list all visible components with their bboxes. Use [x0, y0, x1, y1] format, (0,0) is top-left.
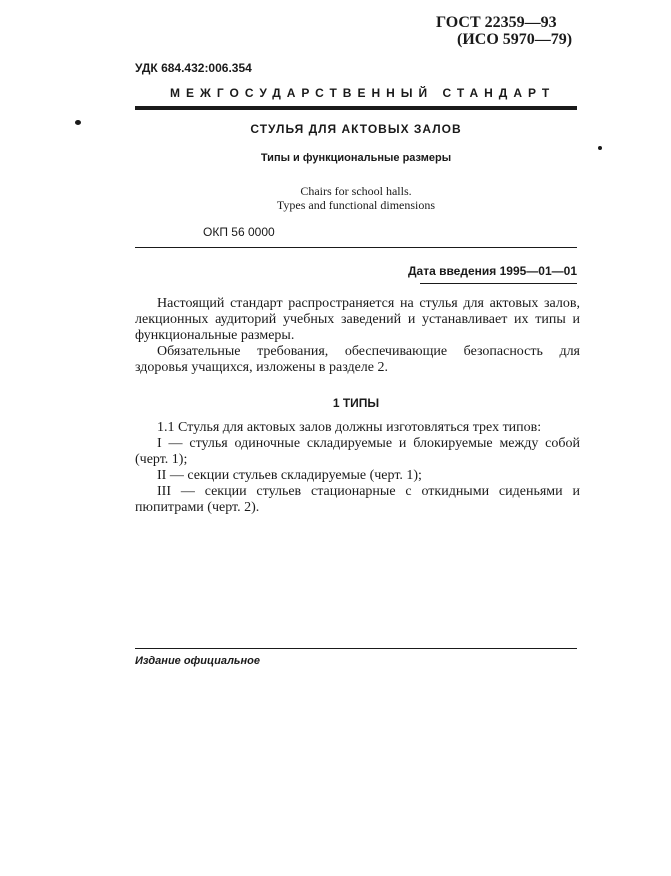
footer-rule	[135, 648, 577, 649]
paragraph: Настоящий стандарт распространяется на стулья для актовых залов, лекционных аудиторий учебных заведений и устанавливает их типы и функциональные размеры.	[135, 296, 580, 343]
english-title-line1: Chairs for school halls.	[300, 184, 412, 198]
english-title-line2: Types and functional dimensions	[276, 198, 436, 212]
document-subtitle: Типы и функциональные размеры	[260, 152, 452, 164]
document-title: СТУЛЬЯ ДЛЯ АКТОВЫХ ЗАЛОВ	[250, 122, 462, 136]
header-rule	[135, 106, 577, 110]
gost-code: ГОСТ 22359—93	[436, 14, 557, 31]
list-item: II — секции стульев складируемые (черт. 1);	[157, 468, 422, 483]
date-rule	[420, 283, 577, 284]
interstate-standard-label: МЕЖГОСУДАРСТВЕННЫЙ СТАНДАРТ	[170, 86, 556, 100]
list-item: 1.1 Стулья для актовых залов должны изготовляться трех типов:	[157, 420, 542, 435]
scan-speck	[75, 120, 81, 125]
okp-rule	[135, 247, 577, 248]
okp-code: ОКП 56 0000	[203, 225, 275, 239]
section-heading: 1 ТИПЫ	[332, 396, 380, 410]
english-title	[135, 184, 577, 212]
udk-code: УДК 684.432:006.354	[135, 61, 252, 75]
list-item: I — стулья одиночные складируемые и блокируемые между собой (черт. 1);	[135, 436, 580, 467]
intro-date: Дата введения 1995—01—01	[407, 264, 577, 278]
edition-note: Издание официальное	[135, 655, 260, 667]
paragraph: Обязательные требования, обеспечивающие безопасность для здоровья учащихся, изложены в разделе 2.	[135, 344, 580, 375]
section-1-text	[135, 420, 580, 516]
iso-code: (ИСО 5970—79)	[457, 31, 573, 48]
list-item: III — секции стульев стационарные с откидными сиденьями и пюпитрами (черт. 2).	[135, 484, 580, 515]
scan-speck	[598, 146, 602, 150]
intro-text	[135, 296, 580, 376]
